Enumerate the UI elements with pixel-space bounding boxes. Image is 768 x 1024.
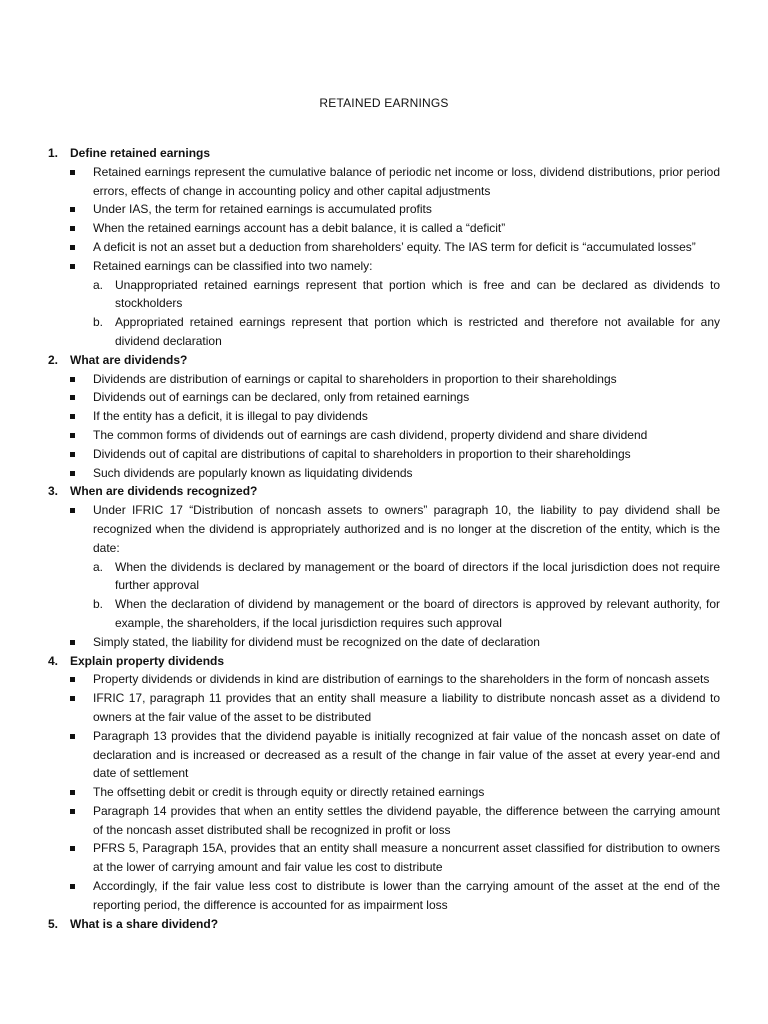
sub-item-text: When the declaration of dividend by management or the board of directors is approved by relevant authority, for example, the shareholders, if the local jurisdiction requires such approval <box>115 597 720 630</box>
sub-item-letter: b. <box>93 315 104 330</box>
bullet-item <box>48 689 720 727</box>
square-bullet-icon <box>70 377 75 382</box>
bullet-item <box>48 501 720 633</box>
sub-item <box>93 558 720 596</box>
bullet-text: Paragraph 14 provides that when an entity settles the dividend payable, the difference between the carrying amount of the noncash asset distributed shall be recognized in profit or loss <box>93 803 720 837</box>
bullet-item <box>48 783 720 802</box>
sub-item <box>93 595 720 633</box>
bullet-text: The offsetting debit or credit is through equity or directly retained earnings <box>93 785 485 800</box>
section-heading-text: What is a share dividend? <box>70 916 219 931</box>
section-heading <box>48 351 720 370</box>
sub-item-letter: a. <box>93 277 104 292</box>
square-bullet-icon <box>70 734 75 739</box>
bullet-text: Such dividends are popularly known as liquidating dividends <box>93 465 413 480</box>
bullet-text: PFRS 5, Paragraph 15A, provides that an entity shall measure a noncurrent asset classified for distribution to owners at the lower of carrying amount and fair value les cost to distribute <box>93 841 720 875</box>
bullet-item <box>48 839 720 877</box>
section-number: 5. <box>48 916 59 931</box>
bullet-text: Property dividends or dividends in kind are distribution of earnings to the shareholders in the form of noncash assets <box>93 672 710 687</box>
section-3 <box>48 482 720 651</box>
bullet-text: Paragraph 13 provides that the dividend payable is initially recognized at fair value of the noncash asset on date of declaration and is increased or decreased as a result of the change in fair value of the asset at every year-end and date of settlement <box>93 728 720 781</box>
square-bullet-icon <box>70 809 75 814</box>
sub-item <box>93 276 720 314</box>
bullet-item <box>48 407 720 426</box>
section-heading <box>48 652 720 671</box>
square-bullet-icon <box>70 696 75 701</box>
bullet-text: If the entity has a deficit, it is illegal to pay dividends <box>93 409 368 424</box>
square-bullet-icon <box>70 170 75 175</box>
bullet-text: Simply stated, the liability for dividend must be recognized on the date of declaration <box>93 634 540 649</box>
square-bullet-icon <box>70 245 75 250</box>
square-bullet-icon <box>70 846 75 851</box>
square-bullet-icon <box>70 677 75 682</box>
bullet-item <box>48 200 720 219</box>
bullet-text: When the retained earnings account has a debit balance, it is called a “deficit” <box>93 221 506 236</box>
bullet-list <box>48 670 720 914</box>
sub-list <box>93 558 720 633</box>
bullet-item <box>48 426 720 445</box>
bullet-text: A deficit is not an asset but a deduction from shareholders’ equity. The IAS term for deficit is “accumulated losses” <box>93 239 696 254</box>
square-bullet-icon <box>70 414 75 419</box>
bullet-text: Under IFRIC 17 “Distribution of noncash assets to owners” paragraph 10, the liability to pay dividend shall be recognized when the dividend is appropriately authorized and is no longer at the discretion of the entity, which is the date: <box>93 503 720 555</box>
square-bullet-icon <box>70 433 75 438</box>
square-bullet-icon <box>70 207 75 212</box>
bullet-item <box>48 727 720 783</box>
bullet-item <box>48 464 720 483</box>
bullet-item <box>48 633 720 652</box>
bullet-text: Retained earnings can be classified into two namely: <box>93 258 373 273</box>
sub-item-text: When the dividends is declared by management or the board of directors if the local jurisdiction does not require further approval <box>115 559 720 593</box>
sub-item-text: Appropriated retained earnings represent that portion which is restricted and therefore not available for any dividend declaration <box>115 315 720 348</box>
bullet-text: Dividends out of earnings can be declared, only from retained earnings <box>93 390 470 405</box>
bullet-list <box>48 163 720 351</box>
section-heading <box>48 482 720 501</box>
bullet-text: Accordingly, if the fair value less cost to distribute is lower than the carrying amount of the asset at the end of the reporting period, the difference is accounted for as impairment loss <box>93 879 720 912</box>
section-list <box>48 144 720 933</box>
sub-item-text: Unappropriated retained earnings represent that portion which is free and can be declared as dividends to stockholders <box>115 277 720 311</box>
section-5 <box>48 915 720 934</box>
section-heading-text: When are dividends recognized? <box>70 484 258 499</box>
section-number: 3. <box>48 484 59 499</box>
bullet-item <box>48 877 720 915</box>
square-bullet-icon <box>70 226 75 231</box>
section-number: 1. <box>48 146 59 160</box>
document-body <box>48 144 720 933</box>
bullet-item <box>48 802 720 840</box>
bullet-text: Retained earnings represent the cumulative balance of periodic net income or loss, dividend distributions, prior period errors, effects of change in accounting policy and other capital adjustments <box>93 164 720 198</box>
sub-item-letter: a. <box>93 559 104 574</box>
document-title: RETAINED EARNINGS <box>319 96 449 110</box>
square-bullet-icon <box>70 452 75 457</box>
square-bullet-icon <box>70 884 75 889</box>
bullet-text: Dividends out of capital are distributions of capital to shareholders in proportion to their shareholdings <box>93 446 631 461</box>
square-bullet-icon <box>70 790 75 795</box>
square-bullet-icon <box>70 640 75 645</box>
bullet-item <box>48 445 720 464</box>
bullet-list <box>48 370 720 483</box>
bullet-text: Dividends are distribution of earnings or capital to shareholders in proportion to their shareholdings <box>93 371 617 386</box>
section-1 <box>48 144 720 351</box>
bullet-item <box>48 670 720 689</box>
section-heading-text: Define retained earnings <box>70 146 211 160</box>
sub-item <box>93 313 720 351</box>
section-heading <box>48 144 720 163</box>
bullet-text: Under IAS, the term for retained earnings is accumulated profits <box>93 202 432 217</box>
sub-item-letter: b. <box>93 597 104 612</box>
bullet-text: The common forms of dividends out of earnings are cash dividend, property dividend and share dividend <box>93 427 648 442</box>
section-number: 4. <box>48 653 59 668</box>
section-heading-text: Explain property dividends <box>70 653 225 668</box>
square-bullet-icon <box>70 264 75 269</box>
section-number: 2. <box>48 352 59 367</box>
sub-list <box>93 276 720 351</box>
square-bullet-icon <box>70 471 75 476</box>
square-bullet-icon <box>70 395 75 400</box>
section-heading-text: What are dividends? <box>70 352 188 367</box>
bullet-item <box>48 163 720 201</box>
square-bullet-icon <box>70 508 75 513</box>
bullet-item <box>48 238 720 257</box>
bullet-item <box>48 257 720 351</box>
bullet-item <box>48 219 720 238</box>
bullet-item <box>48 388 720 407</box>
bullet-text: IFRIC 17, paragraph 11 provides that an entity shall measure a liability to distribute noncash asset as a dividend to owners at the fair value of the asset to be distributed <box>93 691 720 724</box>
bullet-list <box>48 501 720 651</box>
bullet-item <box>48 370 720 389</box>
section-heading <box>48 915 720 934</box>
section-2 <box>48 351 720 483</box>
section-4 <box>48 652 720 915</box>
